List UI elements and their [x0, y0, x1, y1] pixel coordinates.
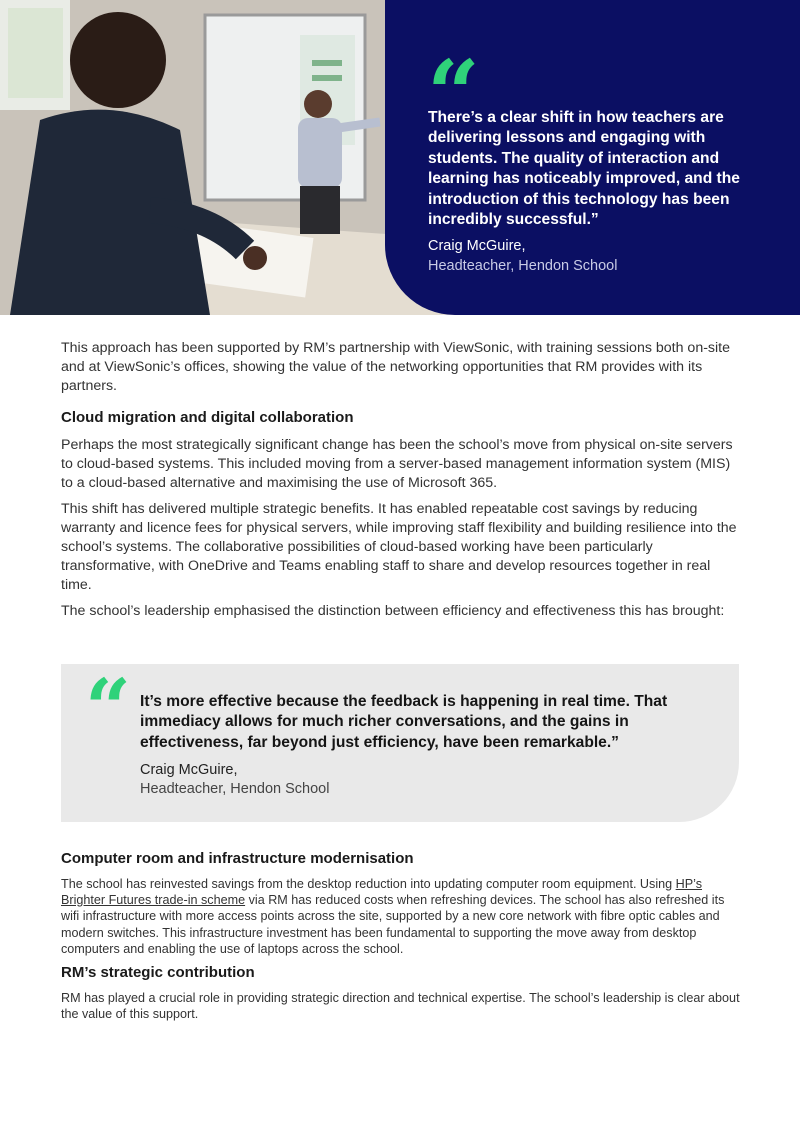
pull-quote-box — [61, 661, 739, 822]
hp-brighter-futures-link[interactable]: HP’s Brighter Futures trade-in scheme — [61, 877, 703, 908]
intro-paragraph: This approach has been supported by RM’s partnership with ViewSonic, with training sessions both on-site and at ViewSonic’s offices, showing the value of the networking opportunities that RM provides with its partners. — [61, 340, 731, 394]
section-heading-infrastructure: Computer room and infrastructure modernisation — [61, 850, 414, 867]
quote-mark-icon: “ — [427, 40, 480, 148]
paragraph-infrastructure — [61, 876, 741, 957]
pull-quote-text: It’s more effective because the feedback is happening in real time. That immediacy allows for much richer conversations, and the gains in effectiveness, far beyond just efficiency, have been remarkable.” — [140, 693, 668, 751]
quote-mark-icon: “ — [85, 661, 132, 755]
section-heading-rm-contribution: RM’s strategic contribution — [61, 964, 255, 981]
paragraph-cloud-migration-2: This shift has delivered multiple strategic benefits. It has enabled repeatable cost savings by reducing warranty and licence fees for physical servers, while improving staff flexibility and building resilience into the school’s systems. The collaborative possibilities of cloud-based working have been particularly transformative, with OneDrive and Teams enabling staff to share and develop resources together in real time. — [61, 501, 737, 593]
pull-quote-author: Craig McGuire, — [140, 762, 238, 778]
paragraph-rm-contribution: RM has played a crucial role in providing strategic direction and technical expertise. The school’s leadership is clear about the value of this support. — [61, 991, 740, 1022]
hero-quote-author-role: Headteacher, Hendon School — [428, 258, 618, 274]
paragraph-cloud-migration-1: Perhaps the most strategically significant change has been the school’s move from physical on-site servers to cloud-based systems. This included moving from a server-based management information system (MIS) to a cloud-based alternative and maximising the use of Microsoft 365. — [61, 437, 733, 491]
hero-quote-panel — [385, 0, 800, 315]
hero-quote-text: There’s a clear shift in how teachers are delivering lessons and engaging with students. The quality of interaction and learning has noticeably improved, and the introduction of this technology has been incredibly successful.” — [428, 109, 740, 229]
paragraph-text: The school has reinvested savings from the desktop reduction into updating computer room equipment. Using — [61, 877, 676, 891]
hero-quote-author: Craig McGuire, — [428, 238, 526, 254]
paragraph-cloud-migration-3: The school’s leadership emphasised the distinction between efficiency and effectiveness this has brought: — [61, 603, 725, 619]
hero-section — [0, 0, 800, 315]
paragraph-text: via RM has reduced costs when refreshing devices. The school has also refreshed its wifi infrastructure with more access points across the site, supported by a new core network with fibre optic cables and modern switches. This infrastructure investment has been fundamental to supporting the move away from desktop computers and enabling the use of laptops across the school. — [61, 893, 725, 956]
pull-quote-author-role: Headteacher, Hendon School — [140, 781, 330, 797]
section-heading-cloud-migration: Cloud migration and digital collaboration — [61, 409, 354, 426]
